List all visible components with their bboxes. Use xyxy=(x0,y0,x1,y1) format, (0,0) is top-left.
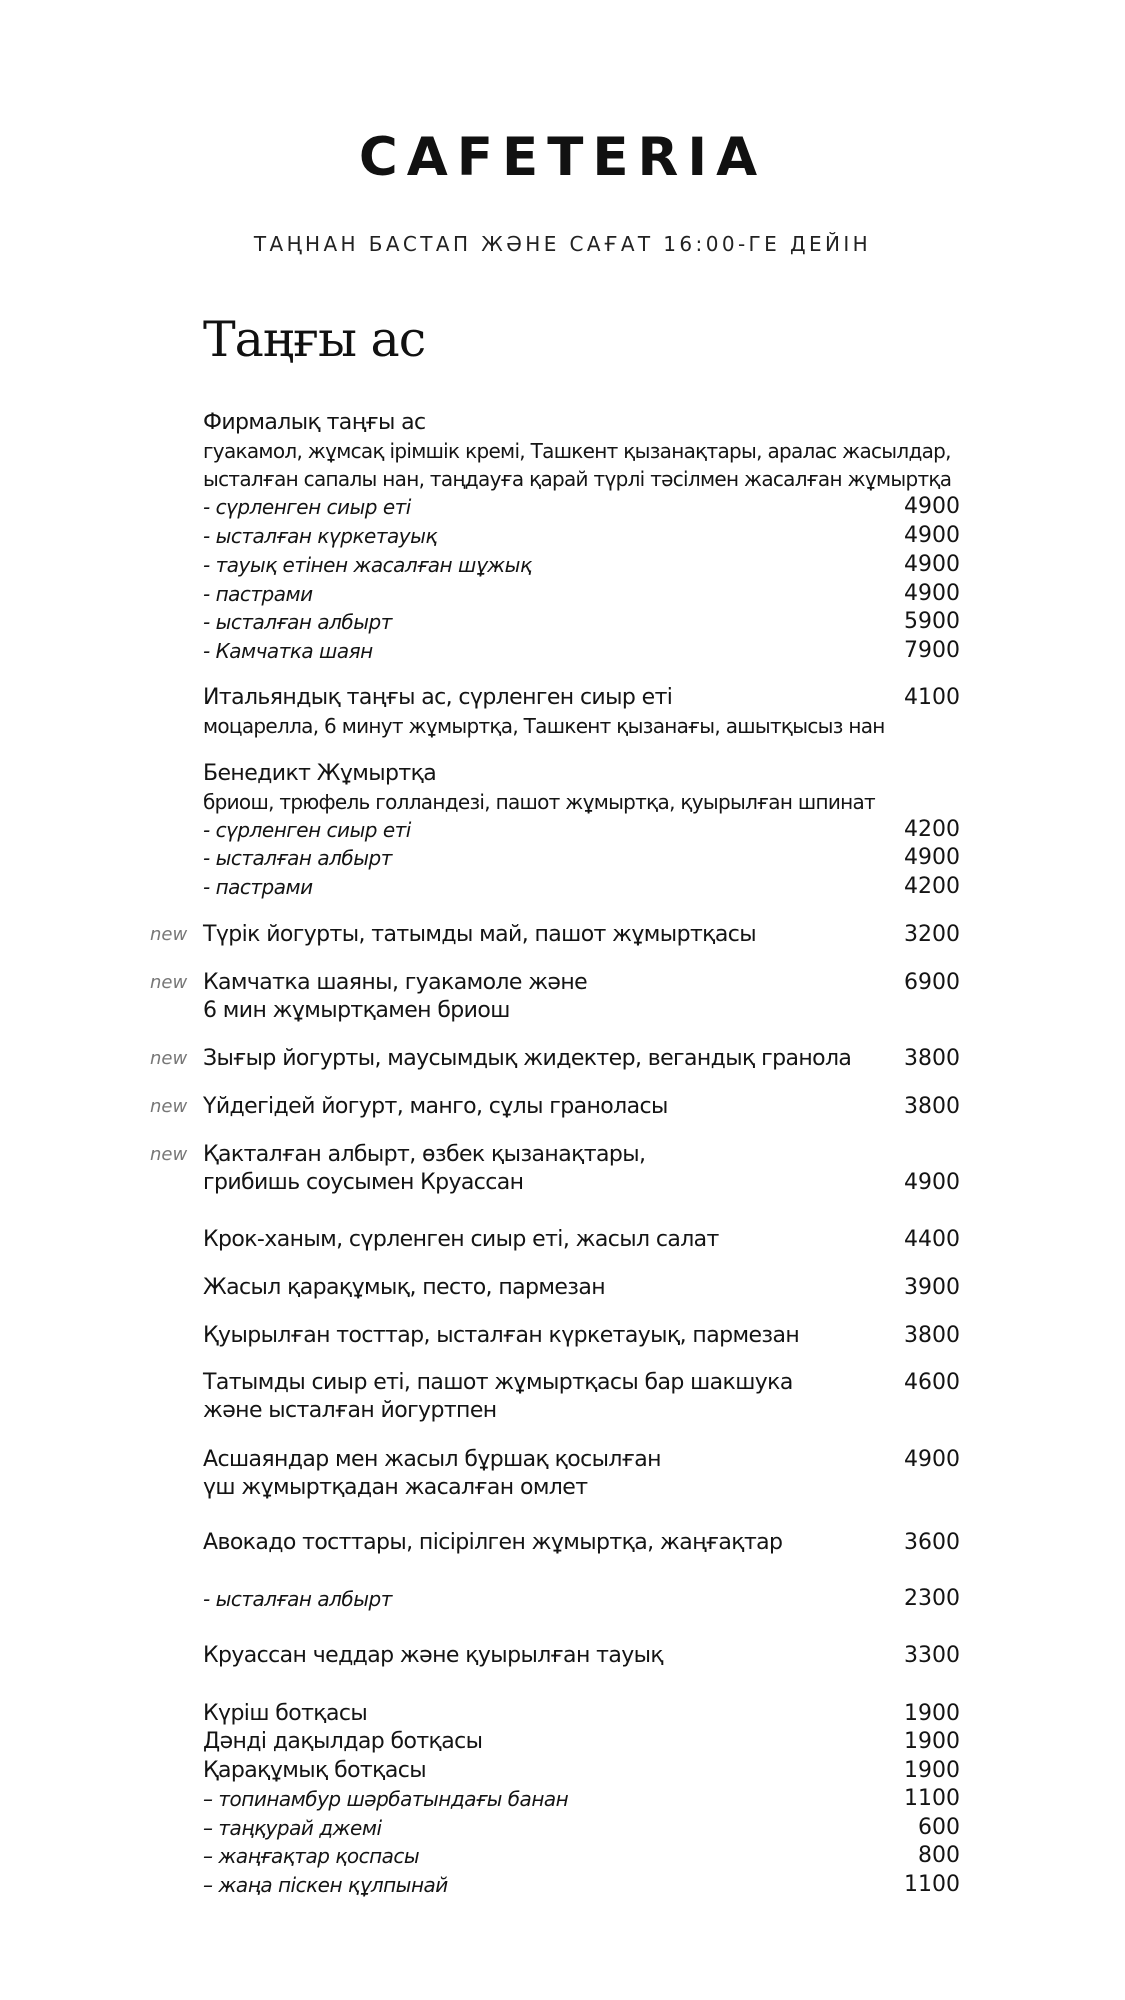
menu-item-label: Түрік йогурты, татымды май, пашот жұмыртқасы xyxy=(203,922,756,947)
menu-item-description xyxy=(203,465,960,493)
menu-item-label: - пастрами xyxy=(203,582,313,606)
menu-item-price: 3300 xyxy=(904,1643,960,1668)
menu-item-label: Қарақұмық ботқасы xyxy=(203,1758,426,1783)
menu-item-label: – топинамбур шәрбатындағы банан xyxy=(203,1787,569,1811)
menu-item-label: Татымды сиыр еті, пашот жұмыртқасы бар шакшука және ысталған йогуртпен xyxy=(203,1370,793,1423)
menu-item-label: Крок-ханым, сүрленген сиыр еті, жасыл салат xyxy=(203,1227,719,1252)
menu-item xyxy=(203,1728,960,1756)
menu-item-price: 3600 xyxy=(904,1530,960,1555)
menu-item xyxy=(203,580,960,608)
menu-item xyxy=(203,551,960,579)
new-badge: new xyxy=(150,1048,188,1069)
menu-item xyxy=(203,1785,960,1813)
menu-item-label: Қакталған албырт, өзбек қызанақтары, грибишь соусымен Круассан xyxy=(203,1142,646,1195)
menu-item xyxy=(203,1871,960,1899)
menu-item-label: Бенедикт Жұмыртқа xyxy=(203,761,437,786)
menu-item xyxy=(203,844,960,872)
menu-item-price: 1900 xyxy=(904,1729,960,1754)
menu-item-label: - сүрленген сиыр еті xyxy=(203,818,411,842)
menu-item-label: - тауық етінен жасалған шұжық xyxy=(203,553,532,577)
section-title-breakfast: Таңғы ас xyxy=(203,311,426,368)
menu-item-price: 800 xyxy=(918,1843,960,1868)
menu-item-price: 600 xyxy=(918,1815,960,1840)
menu-item-label: бриош, трюфель голландезі, пашот жұмыртқа, қуырылған шпинат xyxy=(203,790,876,814)
menu-item-price: 1900 xyxy=(904,1701,960,1726)
menu-item-price: 1100 xyxy=(904,1872,960,1897)
menu-item-price: 4200 xyxy=(904,874,960,899)
menu-item-price: 6900 xyxy=(904,970,960,995)
menu-item-label: Авокадо тосттары, пісірілген жұмыртқа, жаңғақтар xyxy=(203,1530,783,1555)
menu-item-label: - Камчатка шаян xyxy=(203,639,373,663)
cafeteria-logo-title: CAFETERIA xyxy=(358,127,767,188)
menu-item-label: Зығыр йогурты, маусымдық жидектер, вегандық гранола xyxy=(203,1046,852,1071)
menu-item xyxy=(203,1274,960,1302)
menu-item xyxy=(203,608,960,636)
menu-item-price: 4900 xyxy=(904,523,960,548)
menu-item-label: – таңқурай джемі xyxy=(203,1816,382,1840)
menu-item-label: ысталған сапалы нан, таңдауға қарай түрлі тәсілмен жасалған жұмыртқа xyxy=(203,467,952,491)
menu-item-label: - ысталған албырт xyxy=(203,610,392,634)
menu-item-description xyxy=(203,437,960,465)
menu-item xyxy=(203,1322,960,1350)
menu-item xyxy=(203,1093,960,1121)
menu-item xyxy=(203,493,960,521)
menu-item-price: 4900 xyxy=(904,1170,960,1195)
menu-item-label: – жаңғақтар қоспасы xyxy=(203,1844,420,1868)
new-badge: new xyxy=(150,1096,188,1117)
menu-item-label: Итальяндық таңғы ас, сүрленген сиыр еті xyxy=(203,685,673,710)
menu-item-label: - пастрами xyxy=(203,875,313,899)
menu-item xyxy=(203,1141,960,1197)
menu-item-label: моцарелла, 6 минут жұмыртқа, Ташкент қызанағы, ашытқысыз нан xyxy=(203,714,885,738)
opening-hours-subtitle: ТАҢНАН БАСТАП ЖӘНЕ САҒАТ 16:00-ГЕ ДЕЙІН xyxy=(253,232,872,256)
menu-item-price: 7900 xyxy=(904,638,960,663)
menu-item xyxy=(203,1585,960,1613)
menu-item xyxy=(203,1226,960,1254)
menu-item-description xyxy=(203,788,960,816)
menu-item-label: Асшаяндар мен жасыл бұршақ қосылған үш жұмыртқадан жасалған омлет xyxy=(203,1447,661,1500)
menu-item xyxy=(203,969,960,1025)
menu-item xyxy=(203,1446,960,1502)
menu-item xyxy=(203,1369,960,1425)
menu-item-price: 1900 xyxy=(904,1758,960,1783)
menu-item xyxy=(203,873,960,901)
menu-item-label: Дәнді дақылдар ботқасы xyxy=(203,1729,483,1754)
menu-item-price: 2300 xyxy=(904,1586,960,1611)
menu-item xyxy=(203,522,960,550)
menu-item-label: Камчатка шаяны, гуакамоле және 6 мин жұмыртқамен бриош xyxy=(203,970,588,1023)
menu-item-label: Круассан чеддар және қуырылған тауық xyxy=(203,1643,664,1668)
menu-item-price: 4400 xyxy=(904,1227,960,1252)
menu-item xyxy=(203,1814,960,1842)
menu-item-price: 4900 xyxy=(904,1447,960,1472)
menu-item xyxy=(203,1529,960,1557)
menu-item xyxy=(203,684,960,712)
menu-item-label: - ысталған албырт xyxy=(203,846,392,870)
menu-item-price: 4900 xyxy=(904,845,960,870)
new-badge: new xyxy=(150,1144,188,1165)
menu-item xyxy=(203,1842,960,1870)
menu-item-label: Фирмалық таңғы ас xyxy=(203,410,426,435)
menu-item xyxy=(203,1757,960,1785)
menu-item-description xyxy=(203,712,960,740)
new-badge: new xyxy=(150,924,188,945)
menu-item xyxy=(203,637,960,665)
menu-item-label: Үйдегідей йогурт, манго, сұлы граноласы xyxy=(203,1094,668,1119)
menu-item-price: 4900 xyxy=(904,581,960,606)
menu-item-price: 4900 xyxy=(904,494,960,519)
menu-item-label: Жасыл қарақұмық, песто, пармезан xyxy=(203,1275,606,1300)
menu-item-price: 3800 xyxy=(904,1094,960,1119)
menu-item-price: 4600 xyxy=(904,1370,960,1395)
menu-item-price: 4100 xyxy=(904,685,960,710)
menu-item-heading xyxy=(203,409,960,437)
menu-item-price: 5900 xyxy=(904,609,960,634)
menu-item-price: 4200 xyxy=(904,817,960,842)
menu-item-label: Күріш ботқасы xyxy=(203,1701,368,1726)
menu-item-price: 3800 xyxy=(904,1046,960,1071)
menu-item-label: - ысталған күркетауық xyxy=(203,524,437,548)
new-badge: new xyxy=(150,972,188,993)
menu-item-price: 4900 xyxy=(904,552,960,577)
menu-item xyxy=(203,921,960,949)
menu-item-heading xyxy=(203,760,960,788)
menu-item-price: 3200 xyxy=(904,922,960,947)
menu-item-price: 3800 xyxy=(904,1323,960,1348)
menu-item-label: - ысталған албырт xyxy=(203,1587,392,1611)
menu-item-label: Қуырылған тосттар, ысталған күркетауық, пармезан xyxy=(203,1323,800,1348)
menu-item xyxy=(203,816,960,844)
menu-item-label: гуакамол, жұмсақ ірімшік кремі, Ташкент қызанақтары, аралас жасылдар, xyxy=(203,439,951,463)
menu-item xyxy=(203,1045,960,1073)
menu-item-price: 1100 xyxy=(904,1786,960,1811)
menu-item xyxy=(203,1700,960,1728)
menu-item-price: 3900 xyxy=(904,1275,960,1300)
menu-item xyxy=(203,1642,960,1670)
menu-item-label: - сүрленген сиыр еті xyxy=(203,495,411,519)
menu-item-label: – жаңа піскен құлпынай xyxy=(203,1873,448,1897)
